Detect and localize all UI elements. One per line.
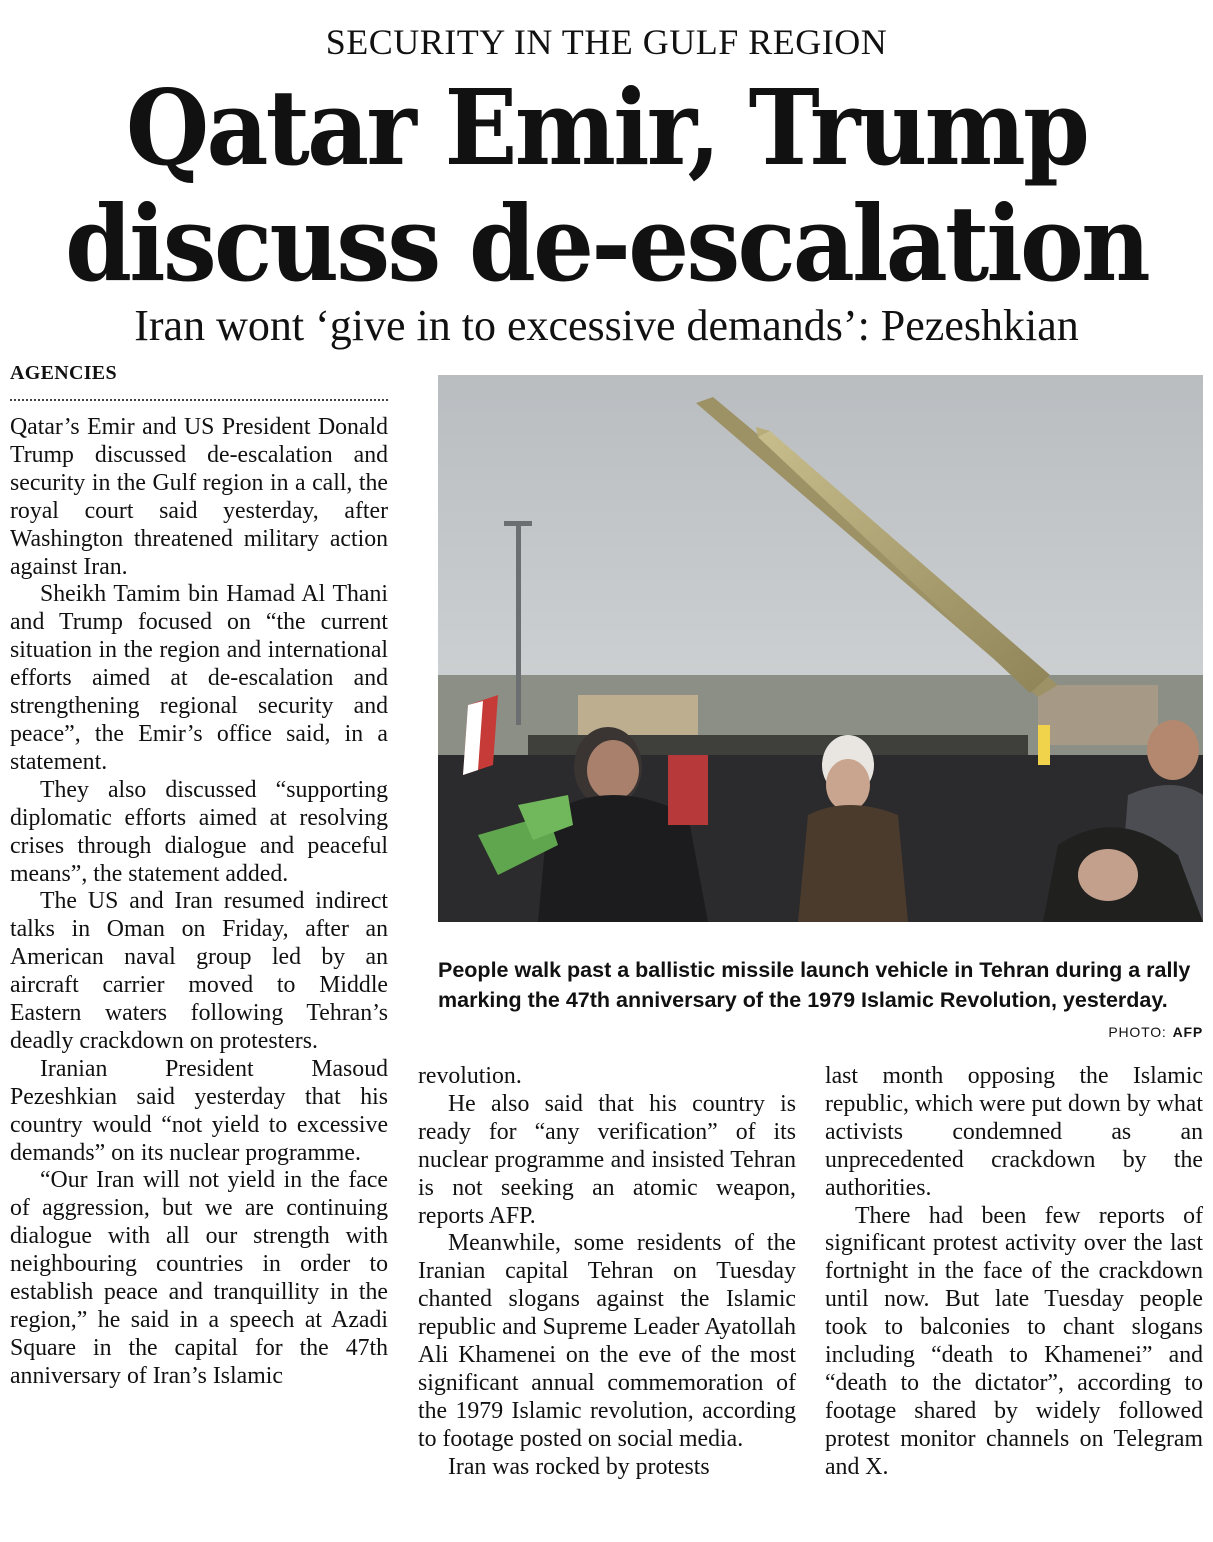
article-column-1 xyxy=(10,414,388,1391)
paragraph: They also discussed “supporting diplomatic efforts aimed at resolving crises through dialogue and peaceful means”, the statement added. xyxy=(10,776,388,887)
paragraph: “Our Iran will not yield in the face of aggression, but we are continuing dialogue with all our strength with neighbouring countries in order to establish peace and tranquillity in the region,” he said in a speech at Azadi Square in the capital for the 47th anniversary of Iran’s Islamic xyxy=(10,1167,388,1389)
news-photo xyxy=(438,375,1203,922)
photo-credit xyxy=(1108,1024,1203,1040)
photo-credit-source: AFP xyxy=(1172,1024,1203,1040)
paragraph: Iranian President Masoud Pezeshkian said yesterday that his country would “not yield to excessive demands” on its nuclear programme. xyxy=(10,1055,388,1166)
paragraph: Meanwhile, some residents of the Iranian capital Tehran on Tuesday chanted slogans against the Islamic republic and Supreme Leader Ayatollah Ali Khamenei on the eve of the most significant annual commemoration of the 1979 Islamic revolution, according to footage posted on social media. xyxy=(418,1230,796,1452)
kicker: SECURITY IN THE GULF REGION xyxy=(325,22,888,62)
paragraph: Qatar’s Emir and US President Donald Trump discussed de-escalation and security in the Gulf region in a call, the royal court said yesterday, after Washington threatened military action against Iran. xyxy=(10,414,388,580)
paragraph: There had been few reports of significant protest activity over the last fortnight in the face of the crackdown until now. But late Tuesday people took to balconies to chant slogans including “death to Khamenei” and “death to the dictator”, according to footage shared by widely followed protest monitor channels on Telegram and X. xyxy=(825,1202,1203,1480)
paragraph: last month opposing the Islamic republic, which were put down by what activists condemned as an unprecedented crackdown by the authorities. xyxy=(825,1063,1203,1201)
headline xyxy=(49,66,1165,305)
paragraph: Iran was rocked by protests xyxy=(448,1453,710,1480)
article-column-2 xyxy=(418,1063,796,1482)
paragraph: The US and Iran resumed indirect talks in Oman on Friday, after an American naval group led by an aircraft carrier moved to Middle Eastern waters following Tehran’s deadly crackdown on protesters. xyxy=(10,888,388,1054)
subheadline: Iran wont ‘give in to excessive demands’: Pezeshkian xyxy=(134,301,1079,350)
headline-line-1: Qatar Emir, Trump xyxy=(125,66,1088,189)
photo-credit-label: PHOTO: xyxy=(1108,1024,1167,1040)
headline-line-2: discuss de-escalation xyxy=(65,182,1148,305)
paragraph: revolution. xyxy=(418,1063,522,1089)
photo-caption: People walk past a ballistic missile launch vehicle in Tehran during a rally marking the 47th anniversary of the 1979 Islamic Revolution, yesterday. xyxy=(438,958,1191,1012)
paragraph: Sheikh Tamim bin Hamad Al Thani and Trump focused on “the current situation in the region and international efforts aimed at de-escalation and strengthening regional security and peace”, the Emir’s office said, in a statement. xyxy=(10,581,388,775)
byline: AGENCIES xyxy=(10,362,117,384)
article-column-3 xyxy=(825,1063,1203,1482)
paragraph: He also said that his country is ready for “any verification” of its nuclear programme and insisted Tehran is not seeking an atomic weapon, reports AFP. xyxy=(418,1090,796,1229)
byline-divider xyxy=(10,399,388,401)
